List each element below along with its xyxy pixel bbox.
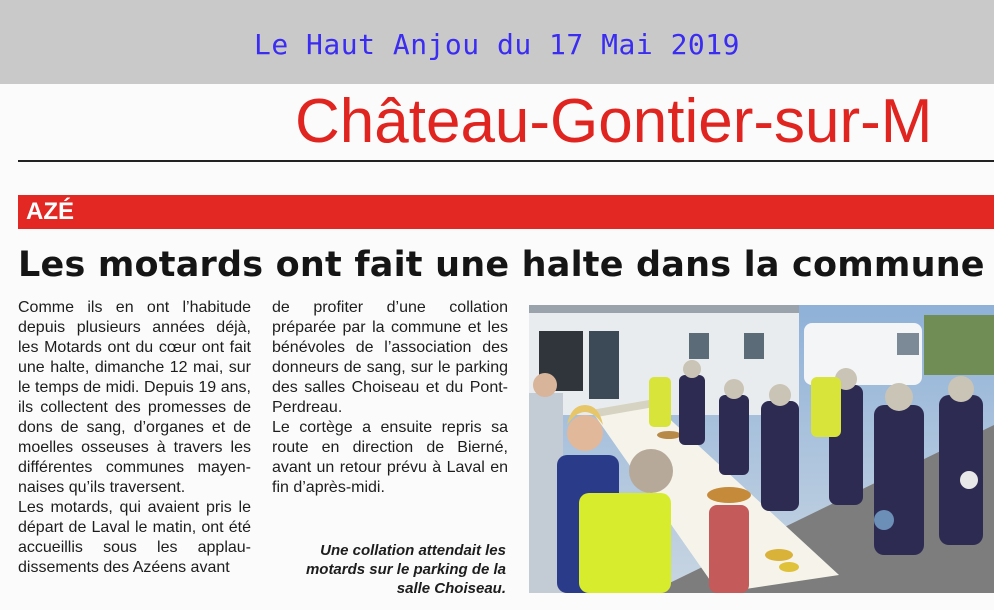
article-column-1 — [18, 298, 251, 578]
paragraph: Les motards, qui avaient pris le départ de Laval le matin, ont été accueillis sous les applaudissements des Azéens avant — [18, 499, 251, 576]
section-label: AZÉ — [26, 198, 74, 225]
header-rule — [18, 160, 994, 162]
city-header: Château-Gontier-sur-M — [295, 87, 933, 156]
article-photo — [529, 305, 994, 593]
banner-title: Le Haut Anjou du 17 Mai 2019 — [253, 28, 740, 61]
section-bar — [18, 195, 994, 229]
paragraph: Comme ils en ont l’habitude depuis plusieurs années déjà, les Motards ont du cœur ont fait une halte, dimanche 12 mai, sur le temps de midi. Depuis 19 ans, ils collectent des promesses de dons de sang, d’organes et de moelles osseuses à travers les différentes communes mayennaises qu’ils traversent. — [18, 299, 251, 496]
article-column-2 — [272, 298, 508, 498]
photo-caption: Une collation attendait les motards sur le parking de la salle Choiseau. — [305, 542, 506, 597]
paragraph: de profiter d’une collation préparée par la commune et les bénévoles de l’association des donneurs de sang, sur le parking des salles Choiseau et du Pont-Perdreau. — [272, 299, 508, 416]
paragraph: Le cortège a ensuite repris sa route en direction de Bierné, avant un retour prévu à Laval en fin d’après-midi. — [272, 419, 508, 496]
article-headline: Les motards ont fait une halte dans la commune — [18, 245, 985, 285]
photo-illustration — [529, 305, 994, 593]
